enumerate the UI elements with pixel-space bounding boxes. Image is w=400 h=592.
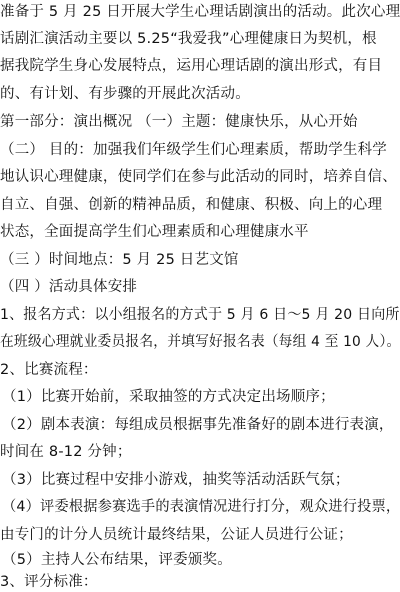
text-line: 1、报名方式：以小组报名的方式于 5 月 6 日～5 月 20 日向所 — [0, 307, 400, 323]
section-heading: 第一部分：演出概况 （一）主题：健康快乐，从心开始 — [0, 114, 358, 130]
text-line: 自立、自强、创新的精神品质，和健康、积极、向上的心理 — [0, 197, 383, 213]
text-line: 在班级心理就业委员报名，并填写好报名表（每组 4 至 10 人）。 — [0, 334, 400, 350]
text-line: （三 ）时间地点：5 月 25 日艺文馆 — [0, 252, 239, 268]
text-line: （5）主持人公布结果，评委颁奖。 — [2, 552, 232, 568]
text-line: 地认识心理健康，使同学们在参与此活动的同时，培养自信、 — [0, 169, 397, 185]
text-line: （二） 目的：加强我们年级学生们心理素质，帮助学生科学 — [0, 142, 388, 158]
text-line: （四 ）活动具体安排 — [0, 279, 138, 295]
text-line: 时间在 8-12 分钟； — [0, 444, 132, 460]
text-line: 的、有计划、有步骤的开展此次活动。 — [0, 86, 250, 102]
text-line: 3、评分标准： — [0, 574, 98, 590]
text-line: 准备于 5 月 25 日开展大学生心理话剧演出的活动。此次心理 — [0, 4, 400, 20]
text-line: 2、比赛流程： — [0, 362, 98, 378]
text-line: （2）剧本表演：每组成员根据事先准备好的剧本进行表演， — [2, 417, 394, 433]
text-line: （3）比赛过程中安排小游戏，抽奖等活动活跃气氛； — [2, 472, 350, 488]
text-line: （1）比赛开始前，采取抽签的方式决定出场顺序； — [2, 389, 335, 405]
text-line: 由专门的计分人员统计最终结果，公证人员进行公证； — [0, 527, 353, 543]
text-line: （4）评委根据参赛选手的表演情况进行打分，观众进行投票， — [2, 499, 400, 515]
text-line: 状态，全面提高学生们心理素质和心理健康水平 — [0, 224, 309, 240]
text-line: 据我院学生身心发展特点，运用心理话剧的演出形式，有目 — [0, 58, 383, 74]
text-line: 话剧汇演活动主要以 5.25“我爱我”心理健康日为契机，根 — [0, 31, 377, 47]
